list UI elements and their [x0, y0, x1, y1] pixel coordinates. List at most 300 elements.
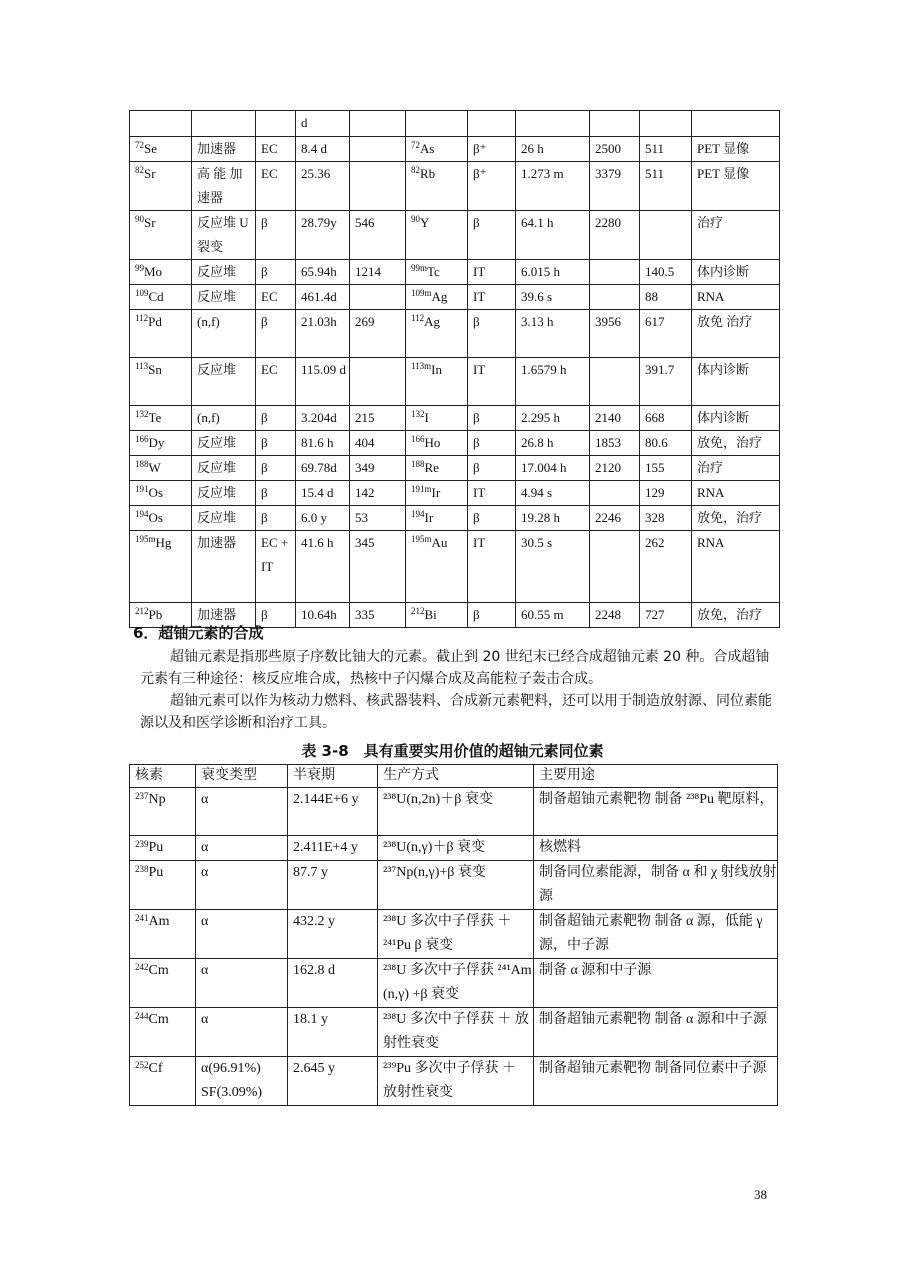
cell-text: 2246: [595, 510, 621, 525]
half-life-cell: [296, 481, 350, 506]
decay-mode-cell: [256, 481, 296, 506]
cell-text: ²³⁹Pu 多次中子俘获 ＋ 放射性衰变: [383, 1061, 517, 1100]
cell-text: 治疗: [697, 215, 724, 230]
cell-text: β: [473, 510, 480, 525]
cell-text: 制备同位素能源，制备 α 和 χ 射线放射源: [539, 865, 777, 904]
energy-cell: [350, 456, 406, 481]
cell-text: 88: [645, 289, 658, 304]
cell-text: Y: [420, 215, 430, 230]
daughter-half-life-cell: [516, 456, 590, 481]
cell-text: Sr: [144, 166, 156, 181]
daughter-energy-cell: [590, 260, 640, 285]
production-method-cell: [378, 959, 534, 1008]
table-row: [130, 431, 780, 456]
cell-text: Cm: [148, 963, 169, 978]
cell-text: 19.28 h: [521, 510, 560, 525]
cell-text: 53: [355, 510, 368, 525]
cell-text: 3956: [595, 314, 621, 329]
header-cell: 衰变类型: [196, 765, 288, 788]
half-life-cell: [288, 836, 378, 861]
cell-text: 反应堆: [197, 485, 237, 500]
decay-type-cell: [196, 861, 288, 910]
energy-cell: [350, 137, 406, 162]
cell-text: 81.6 h: [301, 435, 334, 450]
table-row: [130, 310, 780, 358]
parent-nuclide-cell: [130, 137, 192, 162]
cell-text: W: [148, 460, 161, 475]
cell-text: 25.36: [301, 166, 331, 181]
half-life-cell: [296, 162, 350, 211]
gamma-energy-cell: [640, 506, 692, 531]
daughter-decay-cell: [468, 162, 516, 211]
cell-text: Np: [148, 792, 166, 807]
daughter-half-life-cell: [516, 481, 590, 506]
cell-text: d: [301, 115, 308, 130]
main-use-cell: [534, 959, 778, 1008]
cell-text: 1.6579 h: [521, 362, 567, 377]
cell-text: 高 能 加 速器: [197, 166, 243, 205]
gamma-energy-cell: [640, 310, 692, 358]
half-life-cell: [288, 910, 378, 959]
cell-text: ²³⁸U 多次中子俘获 ＋²⁴¹Pu β 衰变: [383, 914, 512, 953]
cell-text: 511: [645, 166, 665, 181]
cell-text: 39.6 s: [521, 289, 553, 304]
cell-text: 668: [645, 410, 665, 425]
cell-text: 3.13 h: [521, 314, 554, 329]
cell-text: 17.004 h: [521, 460, 567, 475]
production-method-cell: [378, 1057, 534, 1106]
gamma-energy-cell: [640, 111, 692, 137]
half-life-cell: [296, 406, 350, 431]
daughter-decay-cell: [468, 431, 516, 456]
daughter-half-life-cell: [516, 162, 590, 211]
table-row: [130, 910, 778, 959]
production-method-cell: [378, 910, 534, 959]
parent-nuclide-cell: [130, 285, 192, 310]
nuclide-cell: [130, 959, 196, 1008]
cell-text: β⁺: [473, 141, 487, 156]
cell-text: 2.295 h: [521, 410, 560, 425]
cell-text: 体内诊断: [697, 410, 750, 425]
cell-text: 2500: [595, 141, 621, 156]
cell-text: ²³⁸U 多次中子俘获 ＋ 放射性衰变: [383, 1012, 529, 1051]
daughter-energy-cell: [590, 310, 640, 358]
cell-text: ²³⁸U 多次中子俘获 ²⁴¹Am (n,γ) +β 衰变: [383, 963, 532, 1002]
gamma-energy-cell: [640, 285, 692, 310]
cell-text: Cf: [148, 1061, 163, 1076]
cell-text: (n,f): [197, 314, 220, 329]
table-header-row: [130, 765, 778, 788]
cell-text: α: [201, 914, 209, 929]
decay-type-cell: [196, 910, 288, 959]
cell-text: Ag: [424, 314, 441, 329]
half-life-cell: [296, 137, 350, 162]
cell-text: 15.4 d: [301, 485, 334, 500]
cell-text: 328: [645, 510, 665, 525]
cell-text: 反应堆: [197, 264, 237, 279]
daughter-nuclide-cell: [406, 506, 468, 531]
cell-text: IT: [473, 535, 486, 550]
cell-text: α: [201, 792, 209, 807]
parent-nuclide-cell: [130, 506, 192, 531]
use-cell: [692, 456, 780, 481]
cell-text: 1214: [355, 264, 381, 279]
cell-text: α: [201, 865, 209, 880]
cell-text: 404: [355, 435, 375, 450]
cell-text: 2.144E+6 y: [293, 792, 359, 807]
daughter-half-life-cell: [516, 211, 590, 260]
decay-type-cell: [196, 959, 288, 1008]
cell-text: β: [261, 410, 268, 425]
paragraph-1: 超铀元素是指那些原子序数比铀大的元素。截止到 20 世纪末已经合成超铀元素 20 种。合成超铀元素有三种途径：核反应堆合成，热核中子闪爆合成及高能粒子轰击合成。: [140, 649, 770, 687]
daughter-nuclide-cell: [406, 481, 468, 506]
daughter-half-life-cell: [516, 285, 590, 310]
table-row: [130, 211, 780, 260]
cell-text: Cm: [148, 1012, 169, 1027]
mass-number: 132: [135, 409, 149, 419]
cell-text: 80.6: [645, 435, 668, 450]
use-cell: [692, 260, 780, 285]
cell-text: As: [420, 141, 435, 156]
cell-text: Se: [144, 141, 157, 156]
cell-text: IT: [473, 362, 486, 377]
cell-text: 65.94h: [301, 264, 337, 279]
half-life-cell: [288, 788, 378, 836]
daughter-nuclide-cell: [406, 211, 468, 260]
decay-mode-cell: [256, 310, 296, 358]
table-row: [130, 788, 778, 836]
cell-text: IT: [473, 485, 486, 500]
cell-text: IT: [473, 264, 486, 279]
cell-text: 4.94 s: [521, 485, 553, 500]
cell-text: Ir: [431, 485, 441, 500]
cell-text: PET 显像: [697, 141, 750, 156]
daughter-half-life-cell: [516, 406, 590, 431]
use-cell: [692, 531, 780, 603]
half-life-cell: [296, 603, 350, 628]
cell-text: Ag: [431, 289, 448, 304]
cell-text: Mo: [144, 264, 163, 279]
nuclide-cell: [130, 1008, 196, 1057]
mass-number: 166: [411, 434, 425, 444]
page-number: 38: [754, 1187, 767, 1202]
gamma-energy-cell: [640, 211, 692, 260]
daughter-nuclide-cell: [406, 260, 468, 285]
cell-text: 269: [355, 314, 375, 329]
daughter-decay-cell: [468, 358, 516, 406]
daughter-decay-cell: [468, 310, 516, 358]
production-cell: [192, 481, 256, 506]
cell-text: Sr: [144, 215, 156, 230]
decay-type-cell: [196, 1057, 288, 1106]
mass-number: 72: [411, 140, 420, 150]
cell-text: 140.5: [645, 264, 675, 279]
cell-text: 391.7: [645, 362, 675, 377]
production-cell: [192, 162, 256, 211]
daughter-energy-cell: [590, 162, 640, 211]
cell-text: 546: [355, 215, 375, 230]
gamma-energy-cell: [640, 603, 692, 628]
production-method-cell: [378, 788, 534, 836]
decay-type-cell: [196, 788, 288, 836]
cell-text: 21.03h: [301, 314, 337, 329]
table-row: [130, 260, 780, 285]
mass-number: 195m: [411, 534, 432, 544]
cell-text: Pd: [148, 314, 162, 329]
cell-text: 反应堆: [197, 460, 237, 475]
half-life-cell: [288, 861, 378, 910]
cell-text: 64.1 h: [521, 215, 554, 230]
daughter-nuclide-cell: [406, 603, 468, 628]
main-use-cell: [534, 788, 778, 836]
cell-text: Te: [148, 410, 162, 425]
mass-number: 112: [411, 313, 425, 323]
cell-text: β: [473, 314, 480, 329]
daughter-decay-cell: [468, 456, 516, 481]
cell-text: 体内诊断: [697, 264, 750, 279]
nuclide-cell: [130, 861, 196, 910]
gamma-energy-cell: [640, 260, 692, 285]
cell-text: 2140: [595, 410, 621, 425]
use-cell: [692, 506, 780, 531]
gamma-energy-cell: [640, 406, 692, 431]
daughter-energy-cell: [590, 211, 640, 260]
table-row: [130, 959, 778, 1008]
decay-mode-cell: [256, 406, 296, 431]
half-life-cell: [296, 285, 350, 310]
gamma-energy-cell: [640, 431, 692, 456]
gamma-energy-cell: [640, 531, 692, 603]
parent-nuclide-cell: [130, 481, 192, 506]
mass-number: 195m: [135, 534, 156, 544]
decay-type-cell: [196, 1008, 288, 1057]
mass-number: 113m: [411, 361, 432, 371]
cell-text: 3.204d: [301, 410, 337, 425]
daughter-nuclide-cell: [406, 111, 468, 137]
mass-number: 113: [135, 361, 149, 371]
cell-text: 反应堆 U 裂变: [197, 215, 249, 254]
table-row: [130, 531, 780, 603]
daughter-energy-cell: [590, 285, 640, 310]
cell-text: Bi: [424, 607, 437, 622]
cell-text: 26 h: [521, 141, 544, 156]
cell-text: 129: [645, 485, 665, 500]
cell-text: 345: [355, 535, 375, 550]
cell-text: EC: [261, 362, 278, 377]
daughter-half-life-cell: [516, 310, 590, 358]
half-life-cell: [296, 431, 350, 456]
mass-number: 194: [135, 509, 149, 519]
cell-text: 87.7 y: [293, 865, 328, 880]
use-cell: [692, 406, 780, 431]
cell-text: β: [261, 460, 268, 475]
half-life-cell: [288, 1008, 378, 1057]
daughter-half-life-cell: [516, 603, 590, 628]
table-row: [130, 836, 778, 861]
cell-text: Ir: [424, 510, 434, 525]
cell-text: EC: [261, 289, 278, 304]
mass-number: 112: [135, 313, 149, 323]
cell-text: In: [431, 362, 443, 377]
mass-number: 188: [411, 459, 425, 469]
table-row: [130, 358, 780, 406]
mass-number: 166: [135, 434, 149, 444]
mass-number: 212: [411, 606, 425, 616]
daughter-energy-cell: [590, 603, 640, 628]
decay-mode-cell: [256, 162, 296, 211]
daughter-energy-cell: [590, 531, 640, 603]
cell-text: Hg: [155, 535, 172, 550]
cell-text: 制备超铀元素靶物 制备 ²³⁸Pu 靶原料，: [539, 792, 774, 807]
cell-text: RNA: [697, 535, 725, 550]
mass-number: 241: [135, 913, 149, 923]
production-method-cell: [378, 1008, 534, 1057]
cell-text: β: [261, 264, 268, 279]
parent-nuclide-cell: [130, 260, 192, 285]
daughter-decay-cell: [468, 260, 516, 285]
cell-text: 617: [645, 314, 665, 329]
cell-text: 215: [355, 410, 375, 425]
parent-nuclide-cell: [130, 456, 192, 481]
cell-text: 6.015 h: [521, 264, 560, 279]
isotope-generator-table: [129, 110, 780, 628]
table-row: [130, 1008, 778, 1057]
gamma-energy-cell: [640, 456, 692, 481]
daughter-half-life-cell: [516, 111, 590, 137]
cell-text: 8.4 d: [301, 141, 327, 156]
use-cell: [692, 111, 780, 137]
cell-text: 115.09 d: [301, 362, 347, 377]
table-row: [130, 1057, 778, 1106]
half-life-cell: [296, 211, 350, 260]
daughter-decay-cell: [468, 506, 516, 531]
use-cell: [692, 481, 780, 506]
energy-cell: [350, 481, 406, 506]
production-cell: [192, 211, 256, 260]
half-life-cell: [288, 959, 378, 1008]
mass-number: 191m: [411, 484, 432, 494]
energy-cell: [350, 111, 406, 137]
cell-text: RNA: [697, 485, 725, 500]
cell-text: Pb: [148, 607, 163, 622]
cell-text: 放免，治疗: [697, 607, 763, 622]
cell-text: Pu: [148, 865, 164, 880]
cell-text: Pu: [148, 840, 164, 855]
cell-text: RNA: [697, 289, 725, 304]
cell-text: β: [261, 607, 268, 622]
production-cell: [192, 531, 256, 603]
mass-number: 99m: [411, 263, 428, 273]
parent-nuclide-cell: [130, 211, 192, 260]
header-cell: 生产方式: [378, 765, 534, 788]
mass-number: 244: [135, 1011, 149, 1021]
energy-cell: [350, 162, 406, 211]
cell-text: Re: [424, 460, 439, 475]
production-cell: [192, 406, 256, 431]
cell-text: Sn: [148, 362, 162, 377]
table-row: [130, 162, 780, 211]
cell-text: β: [473, 607, 480, 622]
table-row: [130, 137, 780, 162]
cell-text: 1.273 m: [521, 166, 564, 181]
cell-text: ²³⁸U(n,γ)＋β 衰变: [383, 840, 486, 855]
daughter-nuclide-cell: [406, 456, 468, 481]
daughter-energy-cell: [590, 506, 640, 531]
decay-mode-cell: [256, 531, 296, 603]
mass-number: 239: [135, 839, 149, 849]
daughter-energy-cell: [590, 481, 640, 506]
table-row: [130, 406, 780, 431]
production-cell: [192, 431, 256, 456]
nuclide-cell: [130, 910, 196, 959]
daughter-nuclide-cell: [406, 406, 468, 431]
main-use-cell: [534, 1057, 778, 1106]
cell-text: Rb: [420, 166, 436, 181]
mass-number: 188: [135, 459, 149, 469]
production-cell: [192, 137, 256, 162]
cell-text: PET 显像: [697, 166, 750, 181]
cell-text: 155: [645, 460, 665, 475]
cell-text: 41.6 h: [301, 535, 334, 550]
energy-cell: [350, 603, 406, 628]
cell-text: 18.1 y: [293, 1012, 328, 1027]
cell-text: 1853: [595, 435, 621, 450]
main-use-cell: [534, 836, 778, 861]
cell-text: Cd: [148, 289, 164, 304]
production-cell: [192, 358, 256, 406]
cell-text: 制备超铀元素靶物 制备 α 源和中子源: [539, 1012, 767, 1027]
cell-text: 制备超铀元素靶物 制备同位素中子源: [539, 1061, 767, 1076]
cell-text: Tc: [427, 264, 440, 279]
decay-mode-cell: [256, 111, 296, 137]
cell-text: 加速器: [197, 535, 237, 550]
cell-text: 放免，治疗: [697, 435, 763, 450]
cell-text: 治疗: [697, 460, 724, 475]
daughter-decay-cell: [468, 481, 516, 506]
main-use-cell: [534, 910, 778, 959]
daughter-energy-cell: [590, 431, 640, 456]
main-use-cell: [534, 861, 778, 910]
daughter-decay-cell: [468, 406, 516, 431]
cell-text: 反应堆: [197, 510, 237, 525]
daughter-nuclide-cell: [406, 285, 468, 310]
table-row: [130, 481, 780, 506]
cell-text: 2.645 y: [293, 1061, 335, 1076]
parent-nuclide-cell: [130, 431, 192, 456]
daughter-decay-cell: [468, 137, 516, 162]
nuclide-cell: [130, 1057, 196, 1106]
cell-text: 69.78d: [301, 460, 337, 475]
cell-text: EC: [261, 141, 278, 156]
gamma-energy-cell: [640, 481, 692, 506]
main-use-cell: [534, 1008, 778, 1057]
cell-text: α: [201, 1012, 209, 1027]
cell-text: 28.79y: [301, 215, 337, 230]
mass-number: 109: [135, 288, 149, 298]
mass-number: 242: [135, 962, 149, 972]
half-life-cell: [288, 1057, 378, 1106]
cell-text: α: [201, 840, 209, 855]
production-method-cell: [378, 836, 534, 861]
nuclide-cell: [130, 788, 196, 836]
decay-mode-cell: [256, 285, 296, 310]
cell-text: 制备超铀元素靶物 制备 α 源，低能 γ 源，中子源: [539, 914, 763, 953]
decay-mode-cell: [256, 358, 296, 406]
use-cell: [692, 603, 780, 628]
half-life-cell: [296, 310, 350, 358]
production-cell: [192, 260, 256, 285]
energy-cell: [350, 260, 406, 285]
